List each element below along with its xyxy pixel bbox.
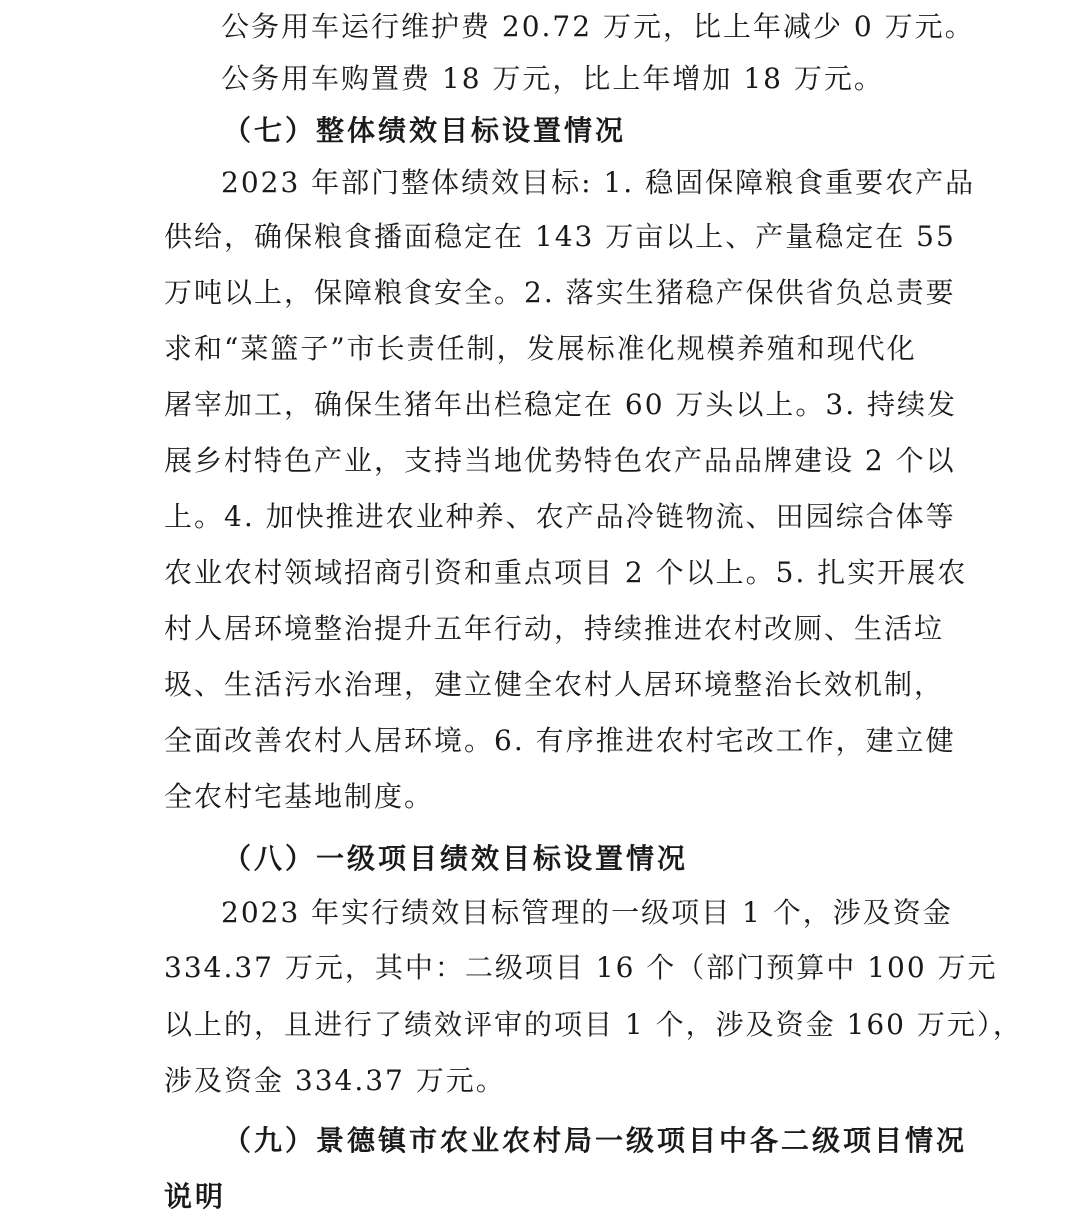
- section-heading: （七）整体绩效目标设置情况: [223, 114, 627, 147]
- body-text-line: 屠宰加工，确保生猪年出栏稳定在 60 万头以上。3. 持续发: [164, 388, 958, 421]
- body-text-line: 334.37 万元，其中：二级项目 16 个（部门预算中 100 万元: [164, 951, 998, 984]
- body-text-line: 以上的，且进行了绩效评审的项目 1 个，涉及资金 160 万元），: [164, 1008, 1023, 1041]
- body-text-line: 2023 年部门整体绩效目标: 1. 稳固保障粮食重要农产品: [221, 166, 976, 199]
- body-text-line: 圾、生活污水治理，建立健全农村人居环境整治长效机制，: [164, 668, 945, 701]
- body-text-line: 求和“菜篮子”市长责任制，发展标准化规模养殖和现代化: [164, 332, 917, 365]
- section-heading: （八）一级项目绩效目标设置情况: [223, 842, 689, 875]
- body-text-line: 农业农村领域招商引资和重点项目 2 个以上。5. 扎实开展农: [164, 556, 968, 589]
- body-text-line: 村人居环境整治提升五年行动，持续推进农村改厕、生活垃: [164, 612, 945, 645]
- body-text-line: 上。4. 加快推进农业种养、农产品冷链物流、田园综合体等: [164, 500, 956, 533]
- section-heading: （九）景德镇市农业农村局一级项目中各二级项目情况: [223, 1124, 968, 1157]
- body-text-line: 展乡村特色产业，支持当地优势特色农产品品牌建设 2 个以: [164, 444, 956, 477]
- body-text-line: 全农村宅基地制度。: [164, 780, 435, 813]
- section-heading-continuation: 说明: [164, 1180, 227, 1213]
- body-text-line: 供给，确保粮食播面稳定在 143 万亩以上、产量稳定在 55: [164, 220, 956, 253]
- body-text-line: 万吨以上，保障粮食安全。2. 落实生猪稳产保供省负总责要: [164, 276, 956, 309]
- body-text-line: 公务用车购置费 18 万元，比上年增加 18 万元。: [221, 62, 884, 95]
- body-text-line: 2023 年实行绩效目标管理的一级项目 1 个，涉及资金: [221, 896, 953, 929]
- body-text-line: 涉及资金 334.37 万元。: [164, 1064, 506, 1097]
- body-text-line: 公务用车运行维护费 20.72 万元，比上年减少 0 万元。: [221, 10, 975, 43]
- body-text-line: 全面改善农村人居环境。6. 有序推进农村宅改工作，建立健: [164, 724, 956, 757]
